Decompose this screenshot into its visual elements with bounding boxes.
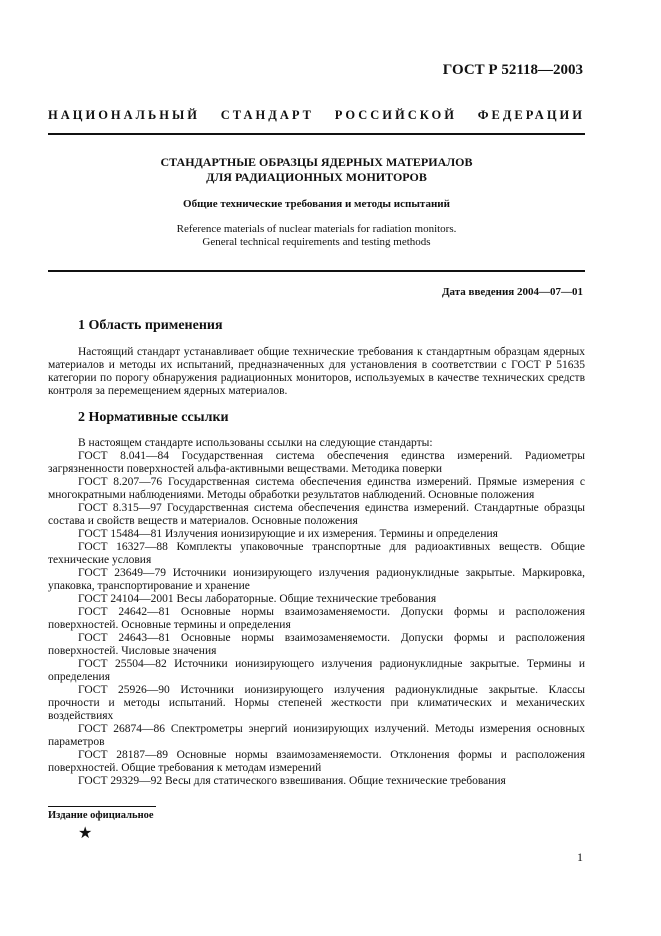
reference-item: ГОСТ 25926—90 Источники ионизирующего излучения радионуклидные закрытые. Классы прочности и методы испытаний. Нормы степеней жесткости при климатических и механических воздействиях (48, 684, 585, 722)
official-edition-label: Издание официальное (48, 810, 154, 821)
reference-item: ГОСТ 23649—79 Источники ионизирующего излучения радионуклидные закрытые. Маркировка, упаковка, транспортирование и хранение (48, 567, 585, 592)
reference-item: ГОСТ 25504—82 Источники ионизирующего излучения радионуклидные закрытые. Термины и определения (48, 658, 585, 683)
star-icon: ★ (78, 825, 93, 842)
english-title-line-2: General technical requirements and testing methods (202, 236, 431, 248)
page-number: 1 (577, 850, 583, 864)
reference-item: ГОСТ 28187—89 Основные нормы взаимозаменяемости. Отклонения формы и расположения поверхностей. Общие требования к методам измерений (48, 749, 585, 774)
reference-item: ГОСТ 16327—88 Комплекты упаковочные транспортные для радиоактивных веществ. Общие технические условия (48, 541, 585, 566)
introduction-date: Дата введения 2004—07—01 (441, 286, 583, 298)
section-1-paragraph: Настоящий стандарт устанавливает общие технические требования к стандартным образцам ядерных материалов и методы их испытаний, предназначенных для установления в соответствии с ГОСТ Р 51635 категории по порогу обнаружения радиационных мониторов, используемых в качестве технических средств контроля за перемещением ядерных материалов. (48, 346, 585, 397)
reference-item: ГОСТ 24643—81 Основные нормы взаимозаменяемости. Допуски формы и расположения поверхностей. Числовые значения (48, 632, 585, 657)
reference-item: ГОСТ 26874—86 Спектрометры энергий ионизирующих излучений. Методы измерения основных параметров (48, 723, 585, 748)
section-2-body (48, 437, 585, 788)
national-standard-banner: НАЦИОНАЛЬНЫЙ СТАНДАРТ РОССИЙСКОЙ ФЕДЕРАЦИИ (48, 108, 585, 122)
section-1-heading: 1 Область применения (78, 318, 223, 333)
title-line-1: СТАНДАРТНЫЕ ОБРАЗЦЫ ЯДЕРНЫХ МАТЕРИАЛОВ (160, 155, 473, 169)
section-2-intro: В настоящем стандарте использованы ссылки на следующие стандарты: (78, 437, 433, 449)
reference-item: ГОСТ 8.315—97 Государственная система обеспечения единства измерений. Стандартные образцы состава и свойств веществ и материалов. Основные положения (48, 502, 585, 527)
title-rule (48, 270, 585, 272)
document-title (48, 155, 585, 185)
reference-item: ГОСТ 15484—81 Излучения ионизирующие и их измерения. Термины и определения (78, 528, 498, 540)
document-subtitle: Общие технические требования и методы испытаний (183, 198, 450, 210)
header-rule (48, 133, 585, 135)
reference-item: ГОСТ 24104—2001 Весы лабораторные. Общие технические требования (78, 593, 437, 605)
title-line-2: ДЛЯ РАДИАЦИОННЫХ МОНИТОРОВ (206, 170, 427, 184)
reference-item: ГОСТ 24642—81 Основные нормы взаимозаменяемости. Допуски формы и расположения поверхностей. Основные термины и определения (48, 606, 585, 631)
english-title (48, 223, 585, 249)
footer-rule (48, 806, 156, 807)
english-title-line-1: Reference materials of nuclear materials for radiation monitors. (176, 223, 457, 235)
reference-item: ГОСТ 8.041—84 Государственная система обеспечения единства измерений. Радиометры загрязненности поверхностей альфа-активными веществами. Методика поверки (48, 450, 585, 475)
section-1-body (48, 346, 585, 398)
reference-item: ГОСТ 29329—92 Весы для статического взвешивания. Общие технические требования (78, 775, 506, 787)
section-2-heading: 2 Нормативные ссылки (78, 410, 229, 425)
reference-item: ГОСТ 8.207—76 Государственная система обеспечения единства измерений. Прямые измерения с многократными наблюдениями. Методы обработки результатов наблюдений. Основные положения (48, 476, 585, 501)
gost-number: ГОСТ Р 52118—2003 (442, 62, 583, 78)
